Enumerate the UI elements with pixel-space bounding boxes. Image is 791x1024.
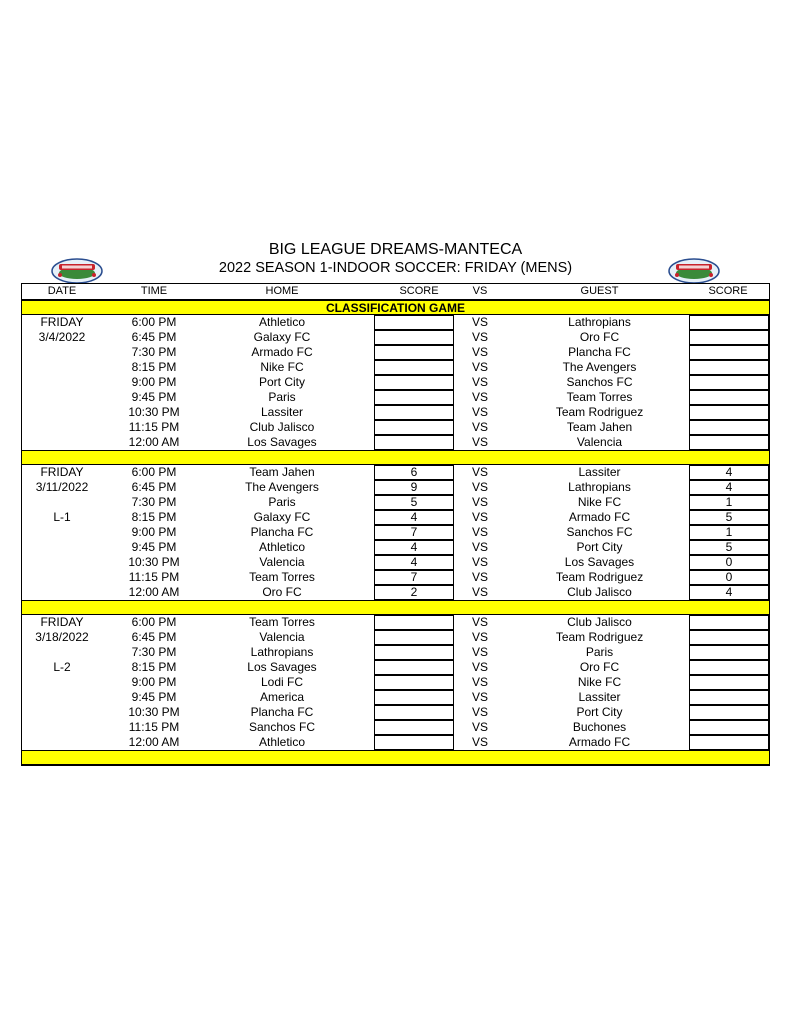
game-row xyxy=(22,720,769,735)
big-league-dreams-logo-right xyxy=(667,255,721,285)
home-team: Plancha FC xyxy=(250,705,314,719)
game-row xyxy=(22,360,769,375)
home-score-box[interactable] xyxy=(374,360,454,375)
vs-label: VS xyxy=(471,480,488,494)
classification-title: CLASSIFICATION GAME xyxy=(325,301,466,315)
header-date: DATE xyxy=(47,285,77,297)
home-team: Lassiter xyxy=(260,405,304,419)
game-row xyxy=(22,495,769,510)
home-team: Athletico xyxy=(258,540,306,554)
guest-team: Lathropians xyxy=(568,480,631,494)
game-time: 8:15 PM xyxy=(131,360,177,374)
vs-label: VS xyxy=(471,660,488,674)
week-date-label: 3/4/2022 xyxy=(38,330,86,344)
guest-score-box[interactable]: 4 xyxy=(689,465,769,480)
vs-label: VS xyxy=(471,690,488,704)
game-time: 9:45 PM xyxy=(131,690,177,704)
game-row xyxy=(22,525,769,540)
home-team: Oro FC xyxy=(262,585,302,599)
game-row xyxy=(22,315,769,330)
guest-score-box[interactable] xyxy=(689,720,769,735)
guest-team: Team Rodriguez xyxy=(555,570,644,584)
game-time: 11:15 PM xyxy=(128,720,180,734)
home-score-box[interactable]: 9 xyxy=(374,480,454,495)
guest-score-box[interactable] xyxy=(689,615,769,630)
home-team: Lodi FC xyxy=(260,675,304,689)
home-team: Athletico xyxy=(258,315,306,329)
guest-score-box[interactable] xyxy=(689,360,769,375)
home-score-box[interactable] xyxy=(374,675,454,690)
guest-team: Club Jalisco xyxy=(567,615,632,629)
guest-score-box[interactable] xyxy=(689,345,769,360)
guest-score-box[interactable] xyxy=(689,375,769,390)
guest-team: Lassiter xyxy=(578,690,621,704)
game-time: 10:30 PM xyxy=(128,555,180,569)
vs-label: VS xyxy=(471,495,488,509)
game-row xyxy=(22,555,769,570)
guest-team: Valencia xyxy=(576,435,623,449)
page-subtitle: 2022 SEASON 1-INDOOR SOCCER: FRIDAY (MENS) xyxy=(218,260,573,276)
game-time: 8:15 PM xyxy=(131,660,177,674)
guest-score-box[interactable] xyxy=(689,645,769,660)
game-row xyxy=(22,465,769,480)
header-home: HOME xyxy=(265,285,299,297)
home-team: Galaxy FC xyxy=(253,510,311,524)
guest-score-box[interactable]: 0 xyxy=(689,555,769,570)
week-day-label: FRIDAY xyxy=(40,315,84,329)
home-score-box[interactable] xyxy=(374,435,454,450)
game-row xyxy=(22,435,769,450)
game-row xyxy=(22,630,769,645)
game-row xyxy=(22,420,769,435)
guest-score-box[interactable] xyxy=(689,705,769,720)
home-team: Plancha FC xyxy=(250,525,314,539)
home-score-box[interactable] xyxy=(374,630,454,645)
home-score-box[interactable]: 5 xyxy=(374,495,454,510)
week-separator-band xyxy=(22,750,769,765)
guest-team: Buchones xyxy=(572,720,627,734)
vs-label: VS xyxy=(471,465,488,479)
game-time: 12:00 AM xyxy=(128,585,180,599)
home-team: Team Torres xyxy=(249,570,315,584)
game-row xyxy=(22,645,769,660)
guest-team: Sanchos FC xyxy=(566,525,633,539)
game-row xyxy=(22,735,769,750)
home-team: Los Savages xyxy=(247,435,317,449)
home-score-box[interactable] xyxy=(374,375,454,390)
game-row xyxy=(22,615,769,630)
guest-team: Paris xyxy=(585,645,614,659)
home-team: Los Savages xyxy=(247,660,317,674)
vs-label: VS xyxy=(471,525,488,539)
vs-label: VS xyxy=(471,615,488,629)
vs-label: VS xyxy=(471,675,488,689)
game-row xyxy=(22,690,769,705)
guest-score-box[interactable] xyxy=(689,735,769,750)
guest-team: Nike FC xyxy=(577,495,622,509)
guest-team: Los Savages xyxy=(564,555,635,569)
guest-team: The Avengers xyxy=(562,360,637,374)
vs-label: VS xyxy=(471,645,488,659)
home-team: Paris xyxy=(268,495,296,509)
home-score-box[interactable] xyxy=(374,720,454,735)
guest-team: Oro FC xyxy=(579,660,620,674)
guest-score-box[interactable] xyxy=(689,330,769,345)
home-score-box[interactable] xyxy=(374,345,454,360)
guest-score-box[interactable] xyxy=(689,630,769,645)
game-time: 8:15 PM xyxy=(131,510,177,524)
guest-score-box[interactable] xyxy=(689,420,769,435)
guest-score-box[interactable]: 0 xyxy=(689,570,769,585)
guest-score-box[interactable] xyxy=(689,390,769,405)
home-score-box[interactable]: 2 xyxy=(374,585,454,600)
guest-score-box[interactable] xyxy=(689,660,769,675)
guest-team: Sanchos FC xyxy=(566,375,633,389)
game-row xyxy=(22,330,769,345)
home-team: The Avengers xyxy=(245,480,319,494)
game-time: 9:00 PM xyxy=(131,375,177,389)
game-time: 10:30 PM xyxy=(128,705,180,719)
game-time: 11:15 PM xyxy=(128,570,180,584)
game-row xyxy=(22,660,769,675)
vs-label: VS xyxy=(471,435,488,449)
header-time: TIME xyxy=(140,285,168,297)
game-time: 9:00 PM xyxy=(131,525,177,539)
guest-score-box[interactable]: 1 xyxy=(689,525,769,540)
game-time: 9:45 PM xyxy=(131,390,177,404)
home-score-box[interactable]: 4 xyxy=(374,510,454,525)
game-time: 9:45 PM xyxy=(131,540,177,554)
game-time: 6:00 PM xyxy=(131,465,177,479)
guest-score-box[interactable]: 5 xyxy=(689,540,769,555)
guest-team: Team Jahen xyxy=(566,420,633,434)
game-time: 7:30 PM xyxy=(131,495,177,509)
home-score-box[interactable] xyxy=(374,735,454,750)
home-team: Port City xyxy=(258,375,305,389)
guest-team: Oro FC xyxy=(579,330,620,344)
home-score-box[interactable]: 7 xyxy=(374,570,454,585)
big-league-dreams-logo-left xyxy=(50,255,104,285)
vs-label: VS xyxy=(471,540,488,554)
home-team: America xyxy=(259,690,304,704)
table-header-row xyxy=(22,284,769,300)
vs-label: VS xyxy=(471,420,488,434)
home-team: Sanchos FC xyxy=(248,720,316,734)
home-score-box[interactable] xyxy=(374,390,454,405)
home-team: Lathropians xyxy=(250,645,314,659)
home-score-box[interactable]: 7 xyxy=(374,525,454,540)
game-time: 10:30 PM xyxy=(128,405,180,419)
guest-team: Team Torres xyxy=(566,390,633,404)
vs-label: VS xyxy=(471,360,488,374)
guest-team: Plancha FC xyxy=(568,345,631,359)
vs-label: VS xyxy=(471,315,488,329)
guest-score-box[interactable]: 4 xyxy=(689,480,769,495)
header-home-score: SCORE xyxy=(399,285,439,297)
home-team: Team Jahen xyxy=(249,465,315,479)
vs-label: VS xyxy=(471,735,488,749)
guest-team: Lathropians xyxy=(568,315,631,329)
league-label: L-2 xyxy=(53,660,71,674)
guest-score-box[interactable] xyxy=(689,675,769,690)
guest-team: Nike FC xyxy=(577,675,622,689)
vs-label: VS xyxy=(471,720,488,734)
guest-score-box[interactable]: 4 xyxy=(689,585,769,600)
weeks-container xyxy=(22,315,769,765)
game-row xyxy=(22,390,769,405)
header-guest: GUEST xyxy=(580,285,619,297)
guest-team: Team Rodriguez xyxy=(555,405,644,419)
guest-team: Team Rodriguez xyxy=(555,630,644,644)
home-team: Valencia xyxy=(259,630,305,644)
game-time: 6:45 PM xyxy=(131,480,177,494)
guest-team: Port City xyxy=(576,540,623,554)
game-time: 9:00 PM xyxy=(131,675,177,689)
week-separator-band xyxy=(22,600,769,615)
guest-team: Port City xyxy=(576,705,623,719)
game-row xyxy=(22,675,769,690)
home-score-box[interactable]: 6 xyxy=(374,465,454,480)
game-time: 11:15 PM xyxy=(128,420,180,434)
week-block xyxy=(22,315,769,450)
game-time: 6:00 PM xyxy=(131,615,177,629)
home-score-box[interactable] xyxy=(374,705,454,720)
vs-label: VS xyxy=(471,510,488,524)
home-score-box[interactable] xyxy=(374,615,454,630)
guest-score-box[interactable]: 1 xyxy=(689,495,769,510)
game-row xyxy=(22,570,769,585)
week-date-label: 3/18/2022 xyxy=(35,630,89,644)
game-time: 6:45 PM xyxy=(131,330,177,344)
guest-score-box[interactable] xyxy=(689,405,769,420)
home-team: Galaxy FC xyxy=(253,330,311,344)
vs-label: VS xyxy=(471,405,488,419)
league-label: L-1 xyxy=(53,510,71,524)
vs-label: VS xyxy=(471,375,488,389)
week-day-label: FRIDAY xyxy=(40,465,84,479)
home-score-box[interactable]: 4 xyxy=(374,540,454,555)
game-time: 12:00 AM xyxy=(128,735,180,749)
guest-score-box[interactable] xyxy=(689,435,769,450)
vs-label: VS xyxy=(471,390,488,404)
game-row xyxy=(22,510,769,525)
week-block xyxy=(22,465,769,600)
guest-team: Armado FC xyxy=(568,510,631,524)
week-block xyxy=(22,615,769,750)
game-row xyxy=(22,405,769,420)
vs-label: VS xyxy=(471,570,488,584)
home-score-box[interactable] xyxy=(374,690,454,705)
game-time: 12:00 AM xyxy=(128,435,180,449)
home-score-box[interactable] xyxy=(374,330,454,345)
schedule-table xyxy=(21,283,770,766)
home-score-box[interactable]: 4 xyxy=(374,555,454,570)
game-row xyxy=(22,705,769,720)
page-title: BIG LEAGUE DREAMS-MANTECA xyxy=(268,241,523,258)
week-date-label: 3/11/2022 xyxy=(35,480,89,494)
guest-team: Lassiter xyxy=(578,465,621,479)
vs-label: VS xyxy=(471,555,488,569)
header-vs: VS xyxy=(472,285,488,297)
game-row xyxy=(22,375,769,390)
home-team: Paris xyxy=(268,390,296,404)
header-guest-score: SCORE xyxy=(708,285,748,297)
vs-label: VS xyxy=(471,585,488,599)
guest-score-box[interactable]: 5 xyxy=(689,510,769,525)
game-row xyxy=(22,585,769,600)
home-score-box[interactable] xyxy=(374,315,454,330)
week-separator-band xyxy=(22,450,769,465)
home-team: Athletico xyxy=(258,735,306,749)
guest-team: Club Jalisco xyxy=(567,585,632,599)
guest-score-box[interactable] xyxy=(689,315,769,330)
vs-label: VS xyxy=(471,630,488,644)
vs-label: VS xyxy=(471,345,488,359)
home-score-box[interactable] xyxy=(374,660,454,675)
guest-score-box[interactable] xyxy=(689,690,769,705)
home-team: Team Torres xyxy=(249,615,315,629)
home-team: Nike FC xyxy=(260,360,304,374)
home-team: Club Jalisco xyxy=(249,420,315,434)
vs-label: VS xyxy=(471,330,488,344)
classification-band xyxy=(22,300,769,315)
game-time: 7:30 PM xyxy=(131,345,177,359)
home-team: Armado FC xyxy=(251,345,313,359)
game-time: 6:45 PM xyxy=(131,630,177,644)
home-score-box[interactable] xyxy=(374,420,454,435)
vs-label: VS xyxy=(471,705,488,719)
game-time: 7:30 PM xyxy=(131,645,177,659)
game-time: 6:00 PM xyxy=(131,315,177,329)
game-row xyxy=(22,345,769,360)
home-team: Valencia xyxy=(259,555,305,569)
game-row xyxy=(22,480,769,495)
game-row xyxy=(22,540,769,555)
week-day-label: FRIDAY xyxy=(40,615,84,629)
home-score-box[interactable] xyxy=(374,405,454,420)
home-score-box[interactable] xyxy=(374,645,454,660)
guest-team: Armado FC xyxy=(568,735,631,749)
